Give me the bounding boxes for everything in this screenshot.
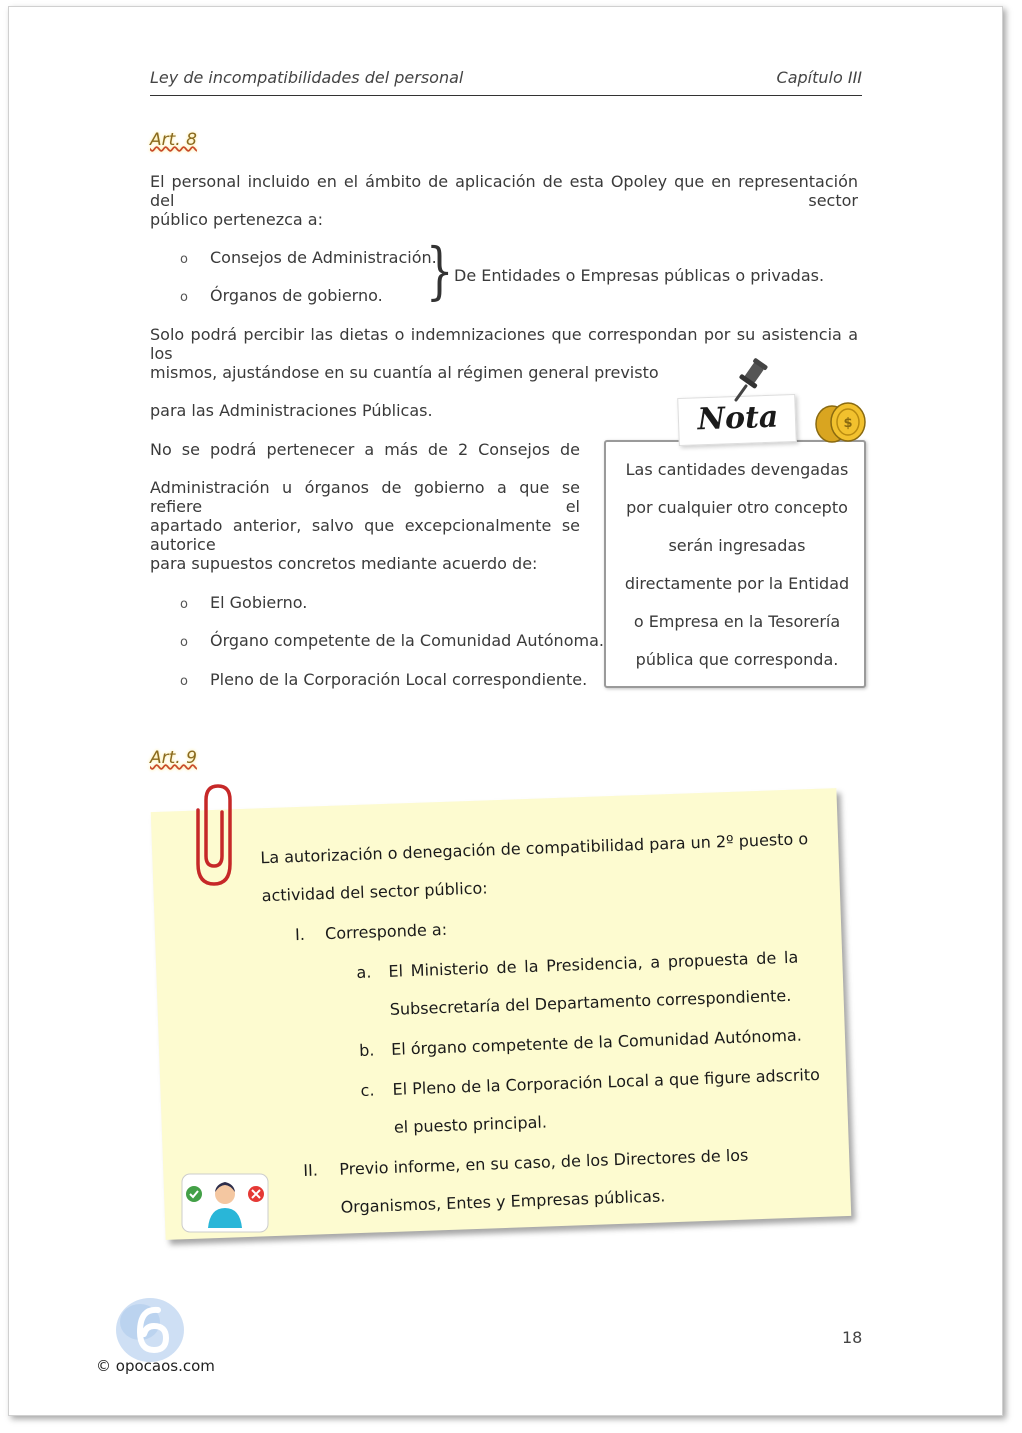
svg-text:$: $ — [843, 416, 853, 431]
header-chapter: Capítulo III — [776, 68, 862, 87]
art9-item1-num: I. — [294, 924, 306, 945]
coins-icon — [810, 400, 868, 446]
page-header — [150, 66, 862, 96]
art8-para2-line2: mismos, ajustándose en su cuantía al régimen general previsto — [150, 363, 659, 382]
art9-item2-num: II. — [303, 1160, 319, 1180]
art9-sub-a-line1: El Ministerio de la Presidencia, a propuesta de la — [388, 947, 799, 981]
art9-sub-c-line2: el puesto principal. — [393, 1112, 548, 1137]
bullet-marker: o — [180, 674, 188, 689]
note-title: Nota — [696, 399, 779, 438]
art8-para2-line3: para las Administraciones Públicas. — [150, 401, 433, 420]
bullet-marker: o — [180, 597, 188, 612]
art9-sub-c-letter: c. — [360, 1080, 375, 1100]
art8-brace-text: De Entidades o Empresas públicas o privadas. — [454, 266, 825, 285]
page-number: 18 — [842, 1328, 863, 1347]
pushpin-icon — [722, 356, 772, 406]
note-line-5: o Empresa en la Tesorería — [633, 612, 841, 631]
note-line-3: serán ingresadas — [668, 536, 806, 555]
art8-para3-line2: Administración u órganos de gobierno a que se refiere el — [150, 478, 580, 516]
note-line-2: por cualquier otro concepto — [626, 498, 848, 517]
note-line-1: Las cantidades devengadas — [625, 460, 849, 479]
art8-para3-line3: apartado anterior, salvo que excepcionalmente se autorice — [150, 516, 580, 554]
art8-para3-line1: No se podrá pertenecer a más de 2 Consejos de — [150, 440, 580, 459]
art9-item2-line2: Organismos, Entes y Empresas públicas. — [340, 1186, 666, 1217]
bullet-marker: o — [180, 635, 188, 650]
art9-sub-b-letter: b. — [358, 1040, 375, 1060]
art9-sub-c-line1: El Pleno de la Corporación Local a que figure adscrito — [392, 1064, 821, 1099]
art9-sub-b-line1: El órgano competente de la Comunidad Autónoma. — [390, 1025, 803, 1059]
art9-sub-a-line2: Subsecretaría del Departamento correspondiente. — [389, 985, 792, 1019]
curly-brace: } — [425, 234, 454, 307]
art8-intro-line2: público pertenezca a: — [150, 210, 323, 229]
art8-intro-line1: El personal incluido en el ámbito de aplicación de esta Opoley que en representación del sector — [150, 172, 858, 210]
art9-label: Art. 9 — [150, 748, 197, 768]
art8-para3-line4: para supuestos concretos mediante acuerdo de: — [150, 554, 538, 573]
art8-bullet2-3: Pleno de la Corporación Local correspondiente. — [210, 670, 588, 689]
art8-bullet-2: Órganos de gobierno. — [210, 286, 383, 305]
art8-bullet2-2: Órgano competente de la Comunidad Autónoma. — [210, 631, 604, 650]
art8-label: Art. 8 — [150, 130, 197, 150]
art9-sub-a-letter: a. — [356, 962, 372, 983]
footer-logo-text: © opocaos.com — [96, 1357, 215, 1375]
bullet-marker: o — [180, 290, 188, 305]
decision-person-icon — [180, 1172, 270, 1234]
note-box — [604, 440, 866, 688]
art9-intro-line2: actividad del sector público: — [261, 878, 488, 906]
art9-item2-line1: Previo informe, en su caso, de los Directores de los — [338, 1145, 749, 1179]
note-line-4: directamente por la Entidad — [624, 574, 850, 593]
art8-bullet2-1: El Gobierno. — [210, 593, 308, 612]
opocaos-logo-icon — [110, 1294, 190, 1366]
art8-para2-line1: Solo podrá percibir las dietas o indemnizaciones que correspondan por su asistencia a los — [150, 325, 858, 363]
header-title: Ley de incompatibilidades del personal — [150, 68, 464, 87]
art9-item1-text: Corresponde a: — [324, 919, 448, 944]
note-line-6: pública que corresponda. — [635, 650, 839, 669]
bullet-marker: o — [180, 252, 188, 267]
paperclip-icon — [186, 782, 236, 890]
art8-bullet-1: Consejos de Administración. — [210, 248, 437, 267]
art9-intro-line1: La autorización o denegación de compatibilidad para un 2º puesto o — [260, 829, 809, 868]
